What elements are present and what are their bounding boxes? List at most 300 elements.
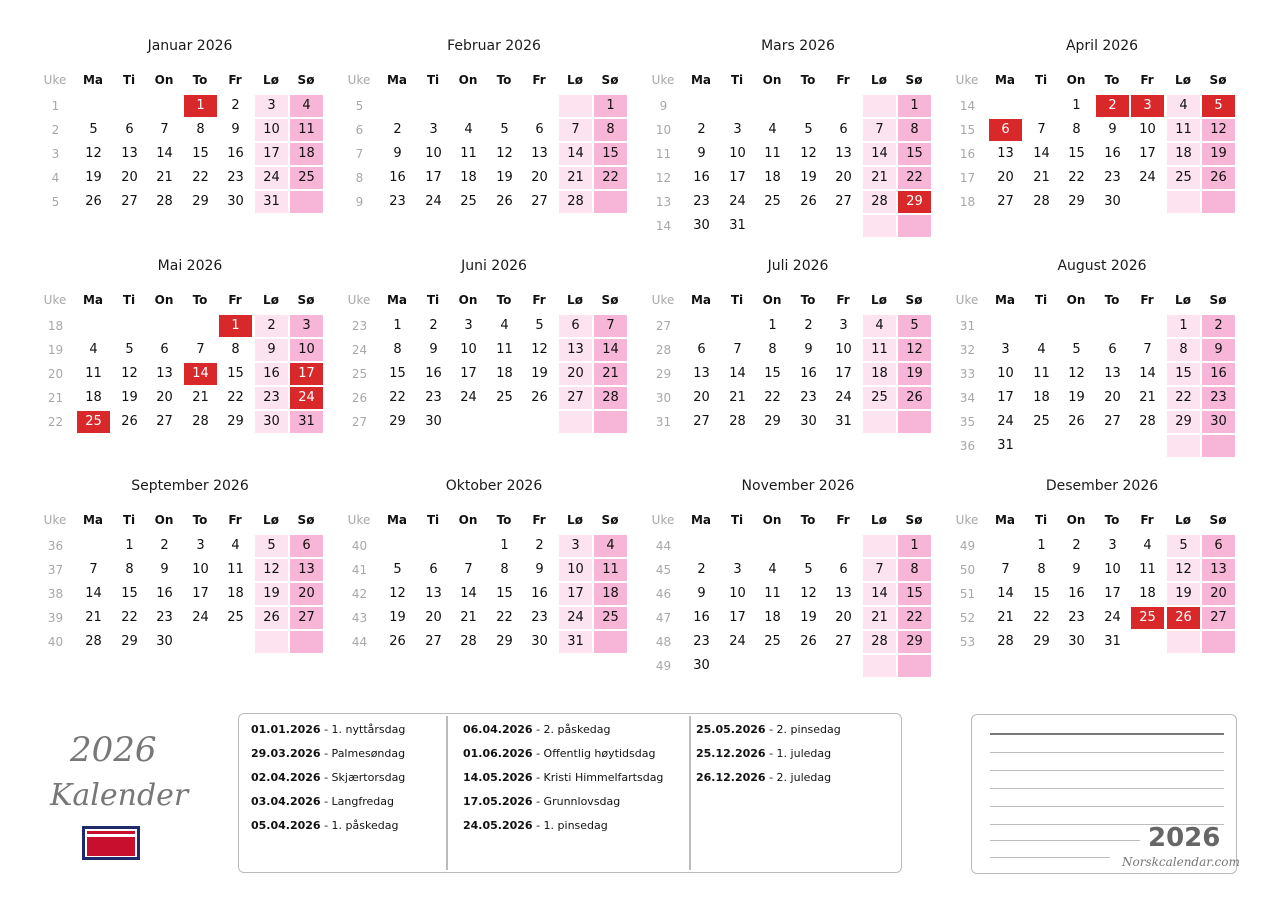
day-cell[interactable]: 1 [219,315,252,337]
day-cell[interactable]: 30 [1202,411,1235,433]
day-cell[interactable]: 16 [693,610,710,625]
day-cell[interactable]: 21 [594,363,627,385]
day-cell[interactable]: 4 [1167,95,1200,117]
day-cell[interactable]: 6 [160,342,169,357]
day-cell[interactable]: 21 [156,170,173,185]
day-cell[interactable]: 27 [997,194,1014,209]
day-cell[interactable]: 28 [192,414,209,429]
day-cell[interactable]: 23 [531,610,548,625]
day-cell[interactable]: 14 [863,583,896,605]
day-cell[interactable]: 24 [255,167,288,189]
day-cell[interactable]: 6 [1108,342,1117,357]
day-cell[interactable]: 5 [1072,342,1081,357]
day-cell[interactable]: 21 [192,390,209,405]
day-cell[interactable]: 16 [1068,586,1085,601]
day-cell[interactable]: 4 [863,315,896,337]
day-cell[interactable]: 17 [460,366,477,381]
day-cell[interactable]: 21 [460,610,477,625]
day-cell[interactable]: 24 [1104,610,1121,625]
day-cell[interactable]: 1 [1072,98,1081,113]
day-cell[interactable]: 17 [835,366,852,381]
day-cell[interactable]: 26 [1202,167,1235,189]
day-cell[interactable]: 31 [255,191,288,213]
day-cell[interactable]: 12 [121,366,138,381]
day-cell[interactable]: 30 [531,634,548,649]
day-cell[interactable]: 11 [85,366,102,381]
day-cell[interactable]: 22 [594,167,627,189]
day-cell[interactable]: 28 [559,191,592,213]
day-cell[interactable]: 10 [460,342,477,357]
day-cell[interactable]: 6 [989,119,1022,141]
day-cell[interactable]: 8 [1167,339,1200,361]
day-cell[interactable]: 15 [227,366,244,381]
day-cell[interactable]: 22 [496,610,513,625]
day-cell[interactable]: 4 [768,122,777,137]
day-cell[interactable]: 6 [429,562,438,577]
day-cell[interactable]: 24 [729,634,746,649]
day-cell[interactable]: 6 [125,122,134,137]
day-cell[interactable]: 11 [496,342,513,357]
day-cell[interactable]: 12 [389,586,406,601]
day-cell[interactable]: 23 [800,390,817,405]
day-cell[interactable]: 4 [464,122,473,137]
day-cell[interactable]: 6 [1202,535,1235,557]
day-cell[interactable]: 8 [500,562,509,577]
day-cell[interactable]: 26 [85,194,102,209]
day-cell[interactable]: 9 [1072,562,1081,577]
day-cell[interactable]: 1 [1167,315,1200,337]
day-cell[interactable]: 10 [997,366,1014,381]
day-cell[interactable]: 13 [1104,366,1121,381]
day-cell[interactable]: 22 [1167,387,1200,409]
day-cell[interactable]: 8 [125,562,134,577]
day-cell[interactable]: 3 [733,562,742,577]
day-cell[interactable]: 8 [196,122,205,137]
day-cell[interactable]: 14 [1139,366,1156,381]
day-cell[interactable]: 5 [535,318,544,333]
day-cell[interactable]: 16 [156,586,173,601]
day-cell[interactable]: 22 [898,607,931,629]
day-cell[interactable]: 25 [1167,167,1200,189]
day-cell[interactable]: 23 [1202,387,1235,409]
day-cell[interactable]: 21 [863,167,896,189]
day-cell[interactable]: 9 [1202,339,1235,361]
day-cell[interactable]: 19 [496,170,513,185]
day-cell[interactable]: 3 [429,122,438,137]
day-cell[interactable]: 22 [1033,610,1050,625]
day-cell[interactable]: 1 [1037,538,1046,553]
day-cell[interactable]: 15 [121,586,138,601]
day-cell[interactable]: 2 [535,538,544,553]
day-cell[interactable]: 6 [697,342,706,357]
day-cell[interactable]: 19 [800,170,817,185]
day-cell[interactable]: 18 [496,366,513,381]
day-cell[interactable]: 25 [1033,414,1050,429]
day-cell[interactable]: 27 [1104,414,1121,429]
day-cell[interactable]: 2 [1202,315,1235,337]
day-cell[interactable]: 23 [693,634,710,649]
day-cell[interactable]: 27 [693,414,710,429]
day-cell[interactable]: 27 [559,387,592,409]
day-cell[interactable]: 6 [839,122,848,137]
day-cell[interactable]: 8 [898,119,931,141]
day-cell[interactable]: 4 [1037,342,1046,357]
day-cell[interactable]: 3 [196,538,205,553]
day-cell[interactable]: 19 [255,583,288,605]
day-cell[interactable]: 10 [559,559,592,581]
day-cell[interactable]: 28 [863,191,896,213]
day-cell[interactable]: 6 [290,535,323,557]
day-cell[interactable]: 20 [1104,390,1121,405]
day-cell[interactable]: 11 [1033,366,1050,381]
day-cell[interactable]: 14 [85,586,102,601]
day-cell[interactable]: 28 [156,194,173,209]
day-cell[interactable]: 31 [290,411,323,433]
day-cell[interactable]: 22 [898,167,931,189]
day-cell[interactable]: 8 [594,119,627,141]
day-cell[interactable]: 11 [863,339,896,361]
day-cell[interactable]: 20 [425,610,442,625]
day-cell[interactable]: 13 [835,146,852,161]
day-cell[interactable]: 30 [156,634,173,649]
day-cell[interactable]: 24 [1139,170,1156,185]
day-cell[interactable]: 19 [531,366,548,381]
day-cell[interactable]: 31 [1104,634,1121,649]
day-cell[interactable]: 20 [156,390,173,405]
day-cell[interactable]: 28 [1139,414,1156,429]
day-cell[interactable]: 5 [1202,95,1235,117]
day-cell[interactable]: 9 [804,342,813,357]
day-cell[interactable]: 9 [697,146,706,161]
day-cell[interactable]: 26 [255,607,288,629]
day-cell[interactable]: 12 [531,342,548,357]
day-cell[interactable]: 15 [389,366,406,381]
day-cell[interactable]: 8 [393,342,402,357]
day-cell[interactable]: 9 [393,146,402,161]
day-cell[interactable]: 16 [1104,146,1121,161]
day-cell[interactable]: 28 [85,634,102,649]
day-cell[interactable]: 19 [800,610,817,625]
day-cell[interactable]: 16 [693,170,710,185]
day-cell[interactable]: 10 [835,342,852,357]
day-cell[interactable]: 30 [227,194,244,209]
day-cell[interactable]: 27 [531,194,548,209]
day-cell[interactable]: 27 [1202,607,1235,629]
day-cell[interactable]: 16 [389,170,406,185]
day-cell[interactable]: 26 [496,194,513,209]
day-cell[interactable]: 16 [1202,363,1235,385]
day-cell[interactable]: 20 [559,363,592,385]
day-cell[interactable]: 5 [500,122,509,137]
day-cell[interactable]: 23 [1104,170,1121,185]
day-cell[interactable]: 31 [997,438,1014,453]
day-cell[interactable]: 11 [460,146,477,161]
day-cell[interactable]: 18 [290,143,323,165]
day-cell[interactable]: 2 [804,318,813,333]
day-cell[interactable]: 15 [898,143,931,165]
day-cell[interactable]: 4 [231,538,240,553]
day-cell[interactable]: 13 [997,146,1014,161]
day-cell[interactable]: 2 [231,98,240,113]
day-cell[interactable]: 26 [800,634,817,649]
day-cell[interactable]: 4 [768,562,777,577]
day-cell[interactable]: 13 [156,366,173,381]
day-cell[interactable]: 29 [389,414,406,429]
day-cell[interactable]: 24 [192,610,209,625]
day-cell[interactable]: 19 [85,170,102,185]
day-cell[interactable]: 25 [290,167,323,189]
day-cell[interactable]: 9 [535,562,544,577]
day-cell[interactable]: 13 [531,146,548,161]
day-cell[interactable]: 11 [764,586,781,601]
day-cell[interactable]: 18 [764,170,781,185]
day-cell[interactable]: 29 [898,191,931,213]
day-cell[interactable]: 21 [863,607,896,629]
day-cell[interactable]: 18 [1139,586,1156,601]
day-cell[interactable]: 1 [393,318,402,333]
day-cell[interactable]: 5 [804,122,813,137]
day-cell[interactable]: 3 [1108,538,1117,553]
day-cell[interactable]: 15 [496,586,513,601]
day-cell[interactable]: 25 [764,194,781,209]
day-cell[interactable]: 9 [160,562,169,577]
day-cell[interactable]: 2 [160,538,169,553]
day-cell[interactable]: 8 [1037,562,1046,577]
day-cell[interactable]: 24 [729,194,746,209]
day-cell[interactable]: 9 [231,122,240,137]
day-cell[interactable]: 3 [839,318,848,333]
day-cell[interactable]: 30 [425,414,442,429]
day-cell[interactable]: 8 [1072,122,1081,137]
day-cell[interactable]: 4 [290,95,323,117]
day-cell[interactable]: 25 [764,634,781,649]
day-cell[interactable]: 22 [1068,170,1085,185]
day-cell[interactable]: 31 [559,631,592,653]
day-cell[interactable]: 10 [729,146,746,161]
day-cell[interactable]: 21 [1139,390,1156,405]
day-cell[interactable]: 1 [125,538,134,553]
day-cell[interactable]: 14 [594,339,627,361]
day-cell[interactable]: 19 [1202,143,1235,165]
day-cell[interactable]: 29 [496,634,513,649]
day-cell[interactable]: 14 [997,586,1014,601]
day-cell[interactable]: 12 [800,586,817,601]
day-cell[interactable]: 17 [729,170,746,185]
day-cell[interactable]: 12 [800,146,817,161]
day-cell[interactable]: 10 [729,586,746,601]
day-cell[interactable]: 10 [1139,122,1156,137]
day-cell[interactable]: 21 [729,390,746,405]
day-cell[interactable]: 11 [290,119,323,141]
day-cell[interactable]: 22 [227,390,244,405]
day-cell[interactable]: 2 [1072,538,1081,553]
day-cell[interactable]: 24 [460,390,477,405]
day-cell[interactable]: 29 [1033,634,1050,649]
day-cell[interactable]: 13 [290,559,323,581]
day-cell[interactable]: 14 [559,143,592,165]
day-cell[interactable]: 3 [1001,342,1010,357]
day-cell[interactable]: 6 [535,122,544,137]
day-cell[interactable]: 30 [1068,634,1085,649]
day-cell[interactable]: 24 [290,387,323,409]
day-cell[interactable]: 21 [559,167,592,189]
day-cell[interactable]: 26 [800,194,817,209]
day-cell[interactable]: 24 [997,414,1014,429]
day-cell[interactable]: 7 [196,342,205,357]
day-cell[interactable]: 4 [89,342,98,357]
day-cell[interactable]: 29 [121,634,138,649]
day-cell[interactable]: 6 [559,315,592,337]
day-cell[interactable]: 12 [1167,559,1200,581]
day-cell[interactable]: 17 [425,170,442,185]
day-cell[interactable]: 11 [1167,119,1200,141]
day-cell[interactable]: 9 [429,342,438,357]
day-cell[interactable]: 7 [464,562,473,577]
day-cell[interactable]: 27 [835,194,852,209]
day-cell[interactable]: 12 [1068,366,1085,381]
day-cell[interactable]: 25 [77,411,110,433]
day-cell[interactable]: 25 [594,607,627,629]
day-cell[interactable]: 3 [559,535,592,557]
day-cell[interactable]: 19 [121,390,138,405]
day-cell[interactable]: 26 [121,414,138,429]
day-cell[interactable]: 17 [192,586,209,601]
day-cell[interactable]: 25 [227,610,244,625]
day-cell[interactable]: 22 [121,610,138,625]
day-cell[interactable]: 23 [156,610,173,625]
day-cell[interactable]: 8 [768,342,777,357]
day-cell[interactable]: 5 [125,342,134,357]
day-cell[interactable]: 7 [559,119,592,141]
day-cell[interactable]: 7 [89,562,98,577]
day-cell[interactable]: 21 [1033,170,1050,185]
day-cell[interactable]: 13 [1202,559,1235,581]
day-cell[interactable]: 1 [898,535,931,557]
day-cell[interactable]: 25 [496,390,513,405]
day-cell[interactable]: 20 [835,610,852,625]
day-cell[interactable]: 13 [121,146,138,161]
day-cell[interactable]: 3 [733,122,742,137]
day-cell[interactable]: 26 [1068,414,1085,429]
day-cell[interactable]: 14 [460,586,477,601]
day-cell[interactable]: 7 [1037,122,1046,137]
day-cell[interactable]: 13 [835,586,852,601]
day-cell[interactable]: 2 [1096,95,1129,117]
day-cell[interactable]: 2 [255,315,288,337]
day-cell[interactable]: 3 [290,315,323,337]
day-cell[interactable]: 7 [863,119,896,141]
day-cell[interactable]: 23 [255,387,288,409]
day-cell[interactable]: 22 [764,390,781,405]
day-cell[interactable]: 22 [389,390,406,405]
day-cell[interactable]: 21 [85,610,102,625]
day-cell[interactable]: 4 [594,535,627,557]
day-cell[interactable]: 23 [389,194,406,209]
day-cell[interactable]: 12 [496,146,513,161]
day-cell[interactable]: 14 [729,366,746,381]
day-cell[interactable]: 12 [1202,119,1235,141]
day-cell[interactable]: 16 [531,586,548,601]
day-cell[interactable]: 13 [559,339,592,361]
day-cell[interactable]: 11 [764,146,781,161]
day-cell[interactable]: 7 [1143,342,1152,357]
day-cell[interactable]: 7 [594,315,627,337]
day-cell[interactable]: 12 [898,339,931,361]
day-cell[interactable]: 3 [464,318,473,333]
day-cell[interactable]: 29 [192,194,209,209]
day-cell[interactable]: 18 [460,170,477,185]
day-cell[interactable]: 5 [89,122,98,137]
day-cell[interactable]: 10 [1104,562,1121,577]
day-cell[interactable]: 27 [835,634,852,649]
day-cell[interactable]: 1 [768,318,777,333]
day-cell[interactable]: 28 [1033,194,1050,209]
day-cell[interactable]: 18 [1033,390,1050,405]
day-cell[interactable]: 4 [500,318,509,333]
day-cell[interactable]: 25 [1131,607,1164,629]
day-cell[interactable]: 18 [227,586,244,601]
day-cell[interactable]: 18 [764,610,781,625]
day-cell[interactable]: 19 [1167,583,1200,605]
day-cell[interactable]: 14 [184,363,217,385]
day-cell[interactable]: 20 [531,170,548,185]
day-cell[interactable]: 5 [393,562,402,577]
day-cell[interactable]: 30 [693,658,710,673]
day-cell[interactable]: 2 [697,122,706,137]
day-cell[interactable]: 25 [863,387,896,409]
day-cell[interactable]: 7 [160,122,169,137]
day-cell[interactable]: 11 [594,559,627,581]
day-cell[interactable]: 20 [835,170,852,185]
day-cell[interactable]: 13 [693,366,710,381]
day-cell[interactable]: 12 [85,146,102,161]
day-cell[interactable]: 24 [559,607,592,629]
day-cell[interactable]: 3 [1131,95,1164,117]
day-cell[interactable]: 30 [800,414,817,429]
day-cell[interactable]: 19 [1068,390,1085,405]
day-cell[interactable]: 20 [290,583,323,605]
day-cell[interactable]: 27 [425,634,442,649]
day-cell[interactable]: 1 [500,538,509,553]
day-cell[interactable]: 26 [389,634,406,649]
day-cell[interactable]: 20 [997,170,1014,185]
day-cell[interactable]: 17 [1104,586,1121,601]
day-cell[interactable]: 8 [898,559,931,581]
day-cell[interactable]: 15 [1167,363,1200,385]
day-cell[interactable]: 9 [1108,122,1117,137]
day-cell[interactable]: 7 [1001,562,1010,577]
day-cell[interactable]: 11 [1139,562,1156,577]
day-cell[interactable]: 29 [1068,194,1085,209]
day-cell[interactable]: 2 [393,122,402,137]
day-cell[interactable]: 18 [594,583,627,605]
day-cell[interactable]: 23 [693,194,710,209]
day-cell[interactable]: 28 [729,414,746,429]
day-cell[interactable]: 23 [425,390,442,405]
day-cell[interactable]: 15 [898,583,931,605]
day-cell[interactable]: 7 [733,342,742,357]
day-cell[interactable]: 2 [429,318,438,333]
day-cell[interactable]: 26 [1167,607,1200,629]
day-cell[interactable]: 14 [863,143,896,165]
day-cell[interactable]: 27 [121,194,138,209]
day-cell[interactable]: 30 [255,411,288,433]
day-cell[interactable]: 28 [863,631,896,653]
day-cell[interactable]: 4 [1143,538,1152,553]
day-cell[interactable]: 26 [898,387,931,409]
day-cell[interactable]: 20 [121,170,138,185]
day-cell[interactable]: 15 [1033,586,1050,601]
